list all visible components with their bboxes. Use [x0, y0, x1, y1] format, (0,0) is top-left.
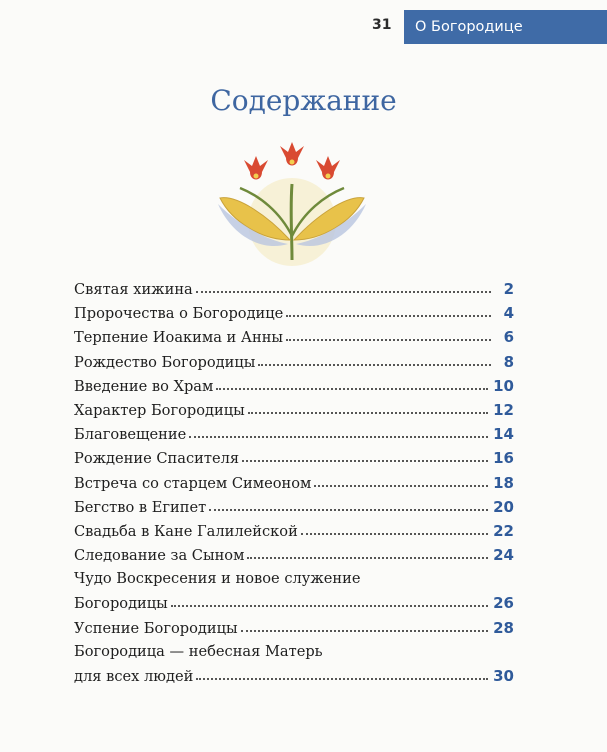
toc-entry-title: Богородица — небесная Матерь	[74, 642, 323, 660]
toc-entry[interactable]	[74, 350, 514, 374]
toc-entry-page: 30	[493, 667, 514, 685]
toc-entry-title: Следование за Сыном	[74, 547, 245, 565]
toc-entry-line	[74, 495, 514, 519]
toc-entry-page: 20	[493, 497, 514, 516]
dot-leader	[301, 532, 488, 535]
toc-entry-title: Рождение Спасителя	[74, 450, 240, 468]
dot-leader	[314, 484, 488, 487]
toc-entry-line	[74, 301, 514, 325]
toc-entry-title: Чудо Воскресения и новое служение	[74, 570, 361, 588]
toc-entry-line	[74, 398, 514, 422]
toc-entry-page: 12	[493, 400, 514, 419]
toc-entry-title: Успение Богородицы	[74, 619, 238, 637]
toc-entry-title: Благовещение	[74, 426, 187, 444]
toc-entry[interactable]	[74, 567, 514, 615]
toc-entry-line	[74, 616, 514, 640]
toc-entry[interactable]	[74, 422, 514, 446]
toc-entry[interactable]	[74, 446, 514, 470]
toc-entry-line	[74, 543, 514, 567]
toc-entry-page: 28	[493, 618, 514, 637]
dot-leader	[241, 629, 489, 632]
table-of-contents	[74, 277, 514, 688]
toc-entry-page: 26	[493, 594, 514, 613]
toc-entry[interactable]	[74, 519, 514, 543]
toc-entry-line	[74, 277, 514, 301]
dot-leader	[189, 435, 488, 438]
toc-entry-page: 2	[503, 280, 514, 298]
toc-entry-title: Богородицы	[74, 595, 168, 613]
toc-entry-line	[74, 567, 514, 591]
dot-leader	[242, 459, 488, 462]
toc-entry-line	[74, 350, 514, 374]
toc-entry-line	[74, 591, 514, 615]
dot-leader	[286, 314, 491, 317]
toc-entry-page: 18	[493, 473, 514, 492]
toc-entry[interactable]	[74, 471, 514, 495]
toc-entry-line	[74, 374, 514, 398]
toc-entry[interactable]	[74, 374, 514, 398]
toc-entry[interactable]	[74, 325, 514, 349]
toc-entry-page: 8	[503, 352, 514, 371]
toc-entry-title: Характер Богородицы	[74, 401, 245, 419]
page-title: Содержание	[210, 84, 397, 117]
toc-entry[interactable]	[74, 543, 514, 567]
toc-entry[interactable]	[74, 616, 514, 640]
toc-entry-page: 14	[493, 425, 514, 444]
dot-leader	[209, 508, 488, 511]
toc-entry-title: Пророчества о Богородице	[74, 305, 284, 323]
toc-entry-line	[74, 446, 514, 470]
dot-leader	[196, 290, 491, 293]
toc-entry-page: 4	[503, 304, 514, 323]
toc-entry-line	[74, 471, 514, 495]
toc-entry-title: Бегство в Египет	[74, 498, 207, 516]
toc-entry-title: Рождество Богородицы	[74, 353, 256, 371]
toc-entry-title: Свадьба в Кане Галилейской	[74, 522, 298, 540]
toc-entry[interactable]	[74, 398, 514, 422]
dot-leader	[216, 387, 488, 390]
toc-entry-title: для всех людей	[74, 668, 194, 685]
toc-entry-title: Встреча со старцем Симеоном	[74, 474, 312, 492]
dot-leader	[258, 363, 491, 366]
toc-entry-line	[74, 640, 514, 664]
floral-ornament-icon	[212, 140, 372, 270]
toc-entry-page: 6	[503, 328, 514, 347]
dot-leader	[196, 677, 488, 680]
toc-entry-line	[74, 519, 514, 543]
section-tab: О Богородице	[404, 10, 607, 44]
page-header	[0, 10, 607, 44]
toc-entry[interactable]	[74, 301, 514, 325]
toc-entry-title: Терпение Иоакима и Анны	[74, 329, 284, 347]
toc-entry-page: 24	[493, 546, 514, 565]
dot-leader	[248, 411, 488, 414]
toc-entry-title: Святая хижина	[74, 281, 193, 298]
toc-entry[interactable]	[74, 277, 514, 301]
toc-entry-line	[74, 664, 514, 688]
toc-entry-page: 22	[493, 521, 514, 540]
dot-leader	[247, 556, 488, 559]
toc-entry-page: 16	[493, 449, 514, 468]
toc-entry[interactable]	[74, 495, 514, 519]
toc-entry-page: 10	[493, 376, 514, 395]
dot-leader	[171, 604, 488, 607]
toc-entry[interactable]	[74, 640, 514, 688]
toc-entry-line	[74, 422, 514, 446]
toc-entry-title: Введение во Храм	[74, 377, 214, 395]
page-number: 31	[372, 17, 392, 33]
dot-leader	[286, 338, 491, 341]
toc-entry-line	[74, 325, 514, 349]
